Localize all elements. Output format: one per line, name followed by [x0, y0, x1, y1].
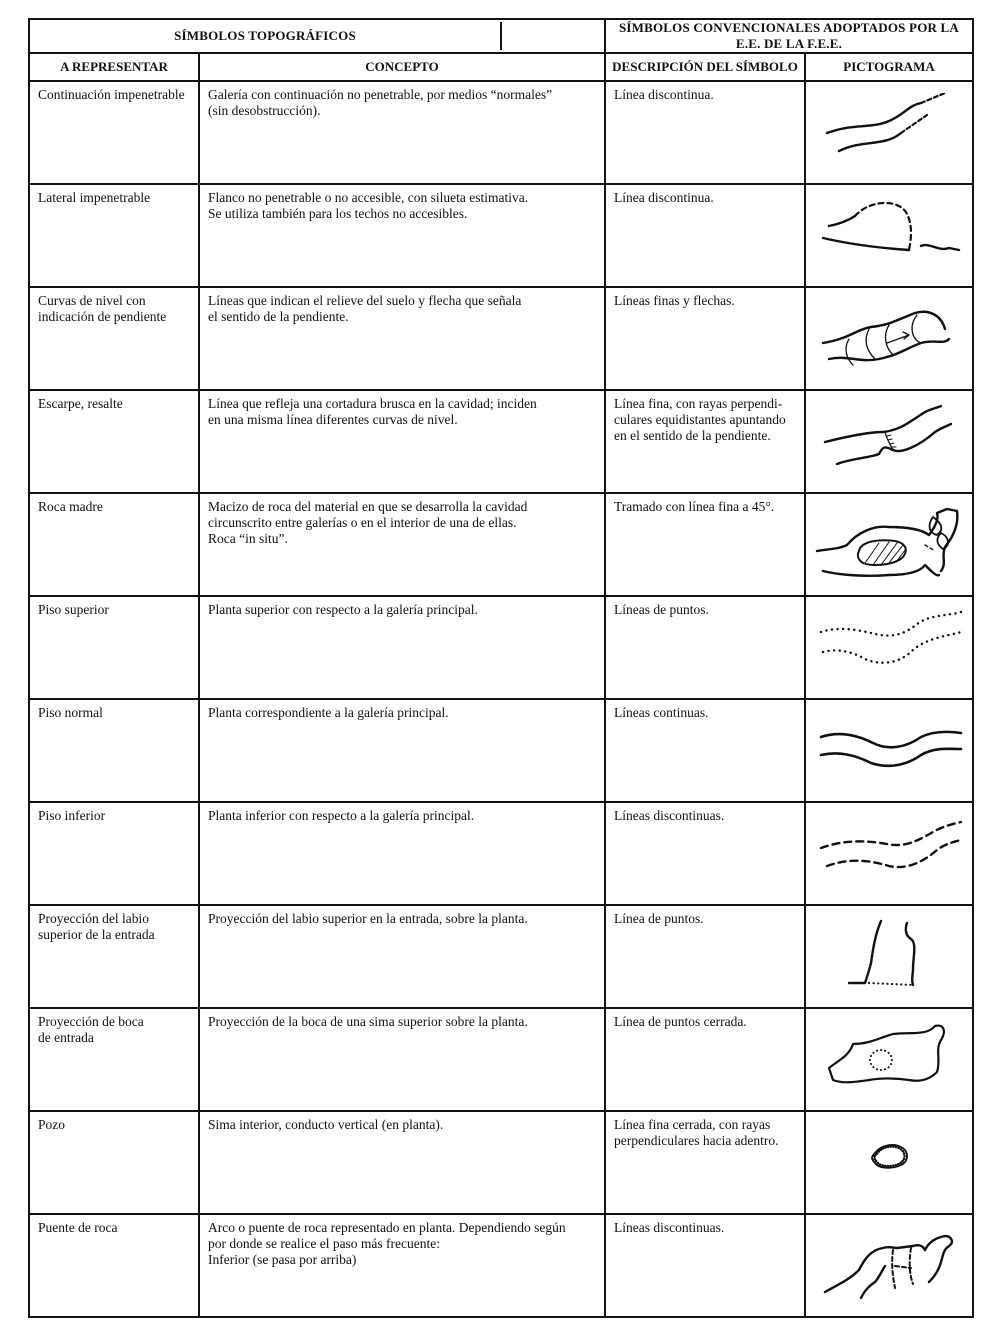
pictogram-cell — [805, 1214, 973, 1317]
table-row — [29, 802, 973, 905]
bedrock-icon — [809, 505, 969, 585]
description-cell-text: Líneas discontinuas. — [614, 808, 725, 823]
left-title: SÍMBOLOS TOPOGRÁFICOS — [174, 28, 356, 43]
concept-cell-text: Planta correspondiente a la galería principal. — [208, 705, 449, 720]
represent-cell — [29, 390, 199, 493]
description-cell-text: Línea discontinua. — [614, 190, 714, 205]
concept-cell-text: Sima interior, conducto vertical (en planta). — [208, 1117, 444, 1132]
description-cell — [605, 287, 805, 390]
pictogram-cell — [805, 81, 973, 184]
concept-cell — [199, 802, 605, 905]
rock-bridge-icon — [809, 1226, 969, 1306]
represent-cell — [29, 596, 199, 699]
represent-cell — [29, 1111, 199, 1214]
description-cell — [605, 81, 805, 184]
pictogram-cell — [805, 1008, 973, 1111]
description-cell-text: Líneas de puntos. — [614, 602, 709, 617]
represent-cell-text: Piso inferior — [38, 808, 106, 823]
represent-cell-text: Continuación impenetrable — [38, 87, 185, 102]
right-title: SÍMBOLOS CONVENCIONALES ADOPTADOS POR LA E.E. DE LA F.E.E. — [605, 19, 973, 53]
pictogram-cell — [805, 1111, 973, 1214]
concept-cell — [199, 81, 605, 184]
pictogram-cell — [805, 699, 973, 802]
represent-cell — [29, 1008, 199, 1111]
table-row — [29, 184, 973, 287]
concept-cell-text: Planta superior con respecto a la galería principal. — [208, 602, 478, 617]
pictogram-cell — [805, 287, 973, 390]
concept-cell-text: Línea que refleja una cortadura brusca en la cavidad; inciden en una misma línea diferentes curvas de nivel. — [208, 396, 537, 427]
represent-cell — [29, 493, 199, 596]
concept-cell-text: Macizo de roca del material en que se desarrolla la cavidad circunscrito entre galerías o en el interior de una de ellas. Roca “in situ”. — [208, 499, 528, 546]
description-cell — [605, 1111, 805, 1214]
pictogram-cell — [805, 390, 973, 493]
title-divider — [500, 22, 502, 50]
represent-cell — [29, 699, 199, 802]
description-column-header: DESCRIPCIÓN DEL SÍMBOLO — [605, 53, 805, 81]
entrance-lip-projection-icon — [809, 917, 969, 997]
table-row — [29, 1214, 973, 1317]
concept-cell — [199, 1111, 605, 1214]
description-cell-text: Línea de puntos. — [614, 911, 704, 926]
description-cell — [605, 1214, 805, 1317]
pictogram-cell — [805, 493, 973, 596]
represent-cell-text: Piso normal — [38, 705, 103, 720]
concept-cell — [199, 905, 605, 1008]
represent-cell — [29, 1214, 199, 1317]
lower-level-icon — [809, 814, 969, 894]
concept-cell — [199, 287, 605, 390]
table-row — [29, 699, 973, 802]
concept-column-header: CONCEPTO — [199, 53, 605, 81]
represent-cell — [29, 802, 199, 905]
concept-cell-text: Flanco no penetrable o no accesible, con silueta estimativa. Se utiliza también para los techos no accesibles. — [208, 190, 529, 221]
upper-level-icon — [809, 608, 969, 688]
description-cell-text: Línea fina, con rayas perpendi- culares equidistantes apuntando en el sentido de la pendiente. — [614, 396, 786, 443]
represent-cell — [29, 184, 199, 287]
pictogram-cell — [805, 184, 973, 287]
description-cell — [605, 802, 805, 905]
concept-cell — [199, 1214, 605, 1317]
concept-cell-text: Proyección del labio superior en la entrada, sobre la planta. — [208, 911, 528, 926]
represent-cell — [29, 905, 199, 1008]
description-cell — [605, 493, 805, 596]
topographic-symbols-title — [29, 19, 605, 53]
concept-cell-text: Galería con continuación no penetrable, por medios “normales” (sin desobstrucción). — [208, 87, 553, 118]
table-row — [29, 905, 973, 1008]
description-cell — [605, 390, 805, 493]
description-cell — [605, 1008, 805, 1111]
concept-cell — [199, 493, 605, 596]
represent-cell-text: Curvas de nivel con indicación de pendiente — [38, 293, 167, 324]
entrance-mouth-projection-icon — [809, 1020, 969, 1100]
represent-cell — [29, 287, 199, 390]
table-row — [29, 1111, 973, 1214]
description-cell — [605, 699, 805, 802]
represent-column-header: A REPRESENTAR — [29, 53, 199, 81]
description-cell — [605, 184, 805, 287]
concept-cell — [199, 699, 605, 802]
description-cell — [605, 596, 805, 699]
table-row — [29, 596, 973, 699]
concept-cell-text: Proyección de la boca de una sima superior sobre la planta. — [208, 1014, 528, 1029]
column-header-row — [29, 53, 973, 81]
table-row — [29, 81, 973, 184]
title-row — [29, 19, 973, 53]
concept-cell — [199, 1008, 605, 1111]
concept-cell-text: Líneas que indican el relieve del suelo y flecha que señala el sentido de la pendiente. — [208, 293, 522, 324]
description-cell-text: Tramado con línea fina a 45°. — [614, 499, 775, 514]
table-row — [29, 287, 973, 390]
concept-cell — [199, 390, 605, 493]
impenetrable-continuation-icon — [809, 93, 969, 173]
represent-cell-text: Piso superior — [38, 602, 109, 617]
represent-cell-text: Roca madre — [38, 499, 103, 514]
description-cell — [605, 905, 805, 1008]
impenetrable-lateral-icon — [809, 196, 969, 276]
normal-level-icon — [809, 711, 969, 791]
description-cell-text: Líneas finas y flechas. — [614, 293, 735, 308]
symbols-table-sheet — [28, 18, 972, 1318]
description-cell-text: Línea de puntos cerrada. — [614, 1014, 747, 1029]
represent-cell-text: Pozo — [38, 1117, 65, 1132]
concept-cell — [199, 596, 605, 699]
description-cell-text: Líneas continuas. — [614, 705, 709, 720]
concept-cell — [199, 184, 605, 287]
symbols-table — [28, 18, 974, 1318]
pictogram-cell — [805, 905, 973, 1008]
represent-cell — [29, 81, 199, 184]
shaft-icon — [809, 1123, 969, 1203]
table-row — [29, 390, 973, 493]
represent-cell-text: Proyección de boca de entrada — [38, 1014, 144, 1045]
concept-cell-text: Planta inferior con respecto a la galería principal. — [208, 808, 475, 823]
represent-cell-text: Puente de roca — [38, 1220, 118, 1235]
table-row — [29, 493, 973, 596]
represent-cell-text: Lateral impenetrable — [38, 190, 151, 205]
description-cell-text: Línea fina cerrada, con rayas perpendiculares hacia adentro. — [614, 1117, 779, 1148]
pictogram-cell — [805, 596, 973, 699]
represent-cell-text: Proyección del labio superior de la entrada — [38, 911, 155, 942]
description-cell-text: Línea discontinua. — [614, 87, 714, 102]
table-row — [29, 1008, 973, 1111]
contour-lines-icon — [809, 299, 969, 379]
escarpment-icon — [809, 402, 969, 482]
pictogram-column-header: PICTOGRAMA — [805, 53, 973, 81]
pictogram-cell — [805, 802, 973, 905]
represent-cell-text: Escarpe, resalte — [38, 396, 123, 411]
description-cell-text: Líneas discontinuas. — [614, 1220, 725, 1235]
concept-cell-text: Arco o puente de roca representado en planta. Dependiendo según por donde se realice el paso más frecuente: Inferior (se pasa por arriba) — [208, 1220, 566, 1267]
